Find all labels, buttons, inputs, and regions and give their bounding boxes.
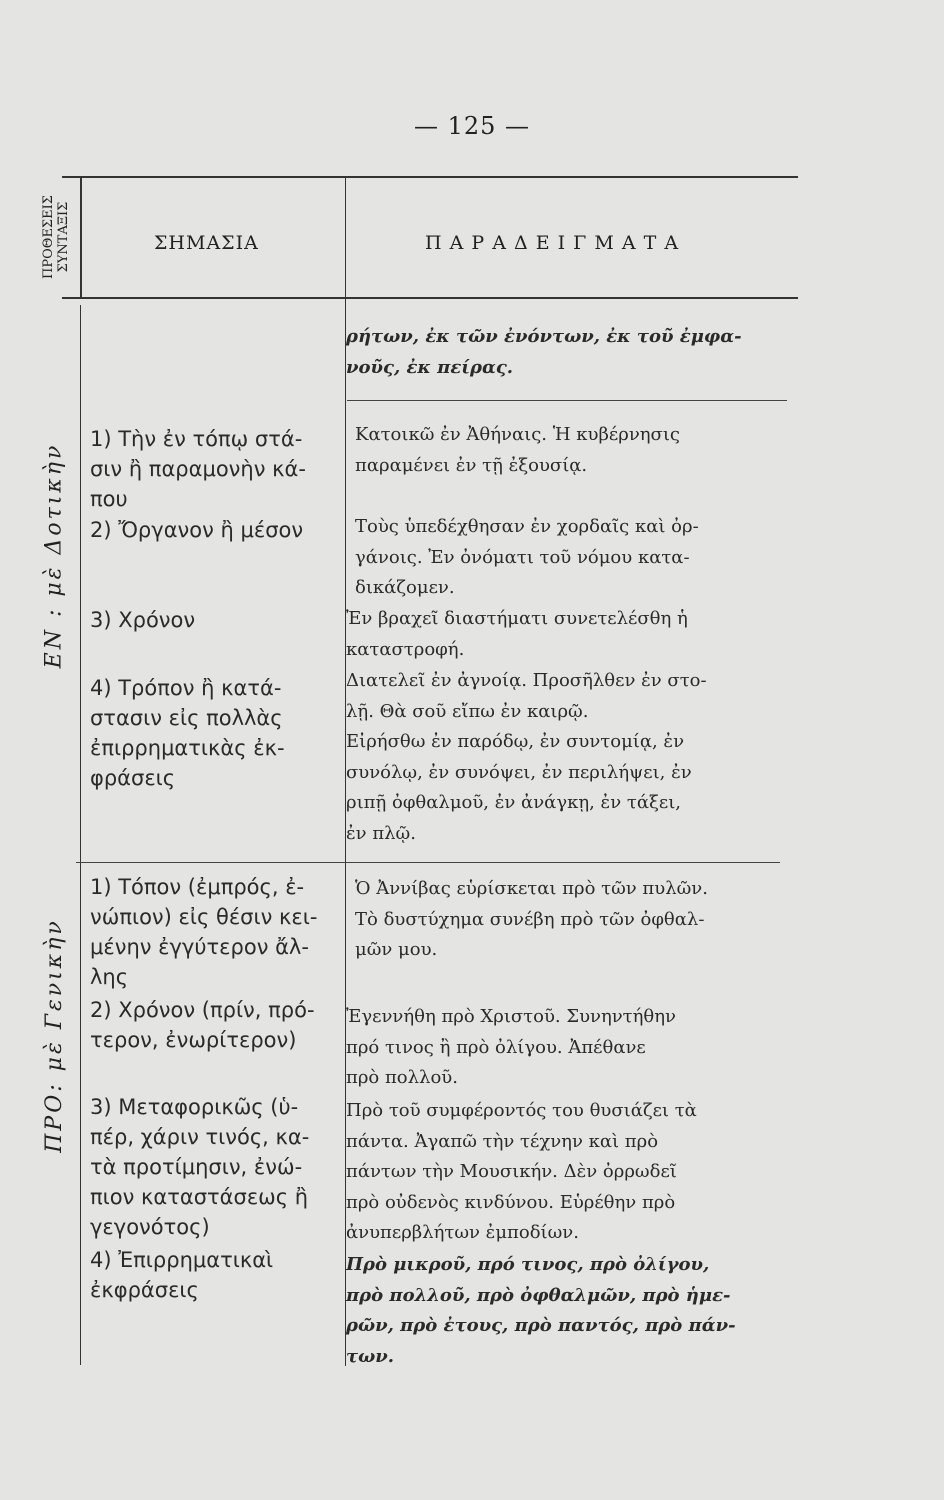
en-example-3: Ἐν βραχεῖ διαστήματι συνετελέσθη ἡ καταστροφή.	[346, 608, 688, 660]
pro-meaning-1: 1) Τόπον (ἐμπρός, ἐ- νώπιον) εἰς θέσιν κει- μένην ἐγγύτερον ἄλ- λης	[90, 875, 318, 989]
en-example-4: Διατελεῖ ἐν ἀγνοίᾳ. Προσῆλθεν ἐν στο- λῇ. Θὰ σοῦ εἴπω ἐν καιρῷ. Εἰρήσθω ἐν παρόδῳ, ἐν συντομίᾳ, ἐν συνόλῳ, ἐν συνόψει, ἐν περιλήψει, ἐν ριπῇ ὀφθαλμοῦ, ἐν ἀνάγκῃ, ἐν τάξει, ἐν πλῷ.	[346, 670, 707, 844]
column-header-examples: Π Α Ρ Α Δ Ε Ι Γ Μ Α Τ Α	[425, 232, 680, 254]
pro-example-1: Ὁ Ἀννίβας εὑρίσκεται πρὸ τῶν πυλῶν. Τὸ δυστύχημα συνέβη πρὸ τῶν ὀφθαλ- μῶν μου.	[355, 878, 708, 960]
section-pro-caption: ΠΡΟ: μὲ Γενικὴν	[41, 917, 67, 1153]
header-side-label: ΠΡΟΘΕΣΕΙΣ ΣΥΝΤΑΞΙΣ	[41, 195, 71, 279]
pro-meaning-3: 3) Μεταφορικῶς (ὑ- πέρ, χάριν τινός, κα- τὰ προτίμησιν, ἐνώ- πιον καταστάσεως ἢ γεγονότος)	[90, 1095, 310, 1239]
pro-example-2: Ἐγεννήθη πρὸ Χριστοῦ. Συνηντήθην πρό τινος ἢ πρὸ ὀλίγου. Ἀπέθανε πρὸ πολλοῦ.	[346, 1006, 676, 1088]
pro-example-4: Πρὸ μικροῦ, πρό τινος, πρὸ ὀλίγου, πρὸ πολλοῦ, πρὸ ὀφθαλμῶν, πρὸ ἡμε- ρῶν, πρὸ ἐτους, πρὸ παντός, πρὸ πάν- των.	[346, 1254, 736, 1367]
continuation-text: ρήτων, ἐκ τῶν ἐνόντων, ἐκ τοῦ ἐμφα- νοῦς, ἐκ πείρας.	[346, 326, 742, 378]
page-number: — 125 —	[413, 112, 531, 140]
header-bottom-rule	[62, 297, 798, 299]
top-rule	[62, 176, 798, 178]
en-example-2: Τοὺς ὑπεδέχθησαν ἐν χορδαῖς καὶ ὀρ- γάνοις. Ἐν ὀνόματι τοῦ νόμου κατα- δικάζομεν.	[355, 516, 699, 598]
en-meaning-4: 4) Τρόπον ἢ κατά- στασιν εἰς πολλὰς ἐπιρρηματικὰς ἐκ- φράσεις	[90, 676, 285, 790]
en-meaning-2: 2) Ὄργανον ἢ μέσον	[90, 518, 304, 542]
en-meaning-3: 3) Χρόνον	[90, 608, 196, 632]
row-rule-1	[347, 400, 787, 401]
col-divider-1	[80, 305, 81, 1365]
en-example-1: Κατοικῶ ἐν Ἀθήναις. Ἡ κυβέρνησις παραμένει ἐν τῇ ἐξουσίᾳ.	[355, 424, 680, 476]
pro-meaning-2: 2) Χρόνον (πρίν, πρό- τερον, ἐνωρίτερον)	[90, 998, 315, 1052]
column-header-meaning: ΣΗΜΑΣΙΑ	[154, 232, 259, 254]
en-meaning-1: 1) Τὴν ἐν τόπῳ στά- σιν ἢ παραμονὴν κά- που	[90, 427, 306, 511]
pro-example-3: Πρὸ τοῦ συμφέροντός του θυσιάζει τὰ πάντα. Ἀγαπῶ τὴν τέχνην καὶ πρὸ πάντων τὴν Μουσικήν. Δὲν ὀρρωδεῖ πρὸ οὐδενὸς κινδύνου. Εὑρέθην πρὸ ἀνυπερβλήτων ἐμποδίων.	[346, 1100, 697, 1243]
section-rule	[76, 862, 780, 863]
section-en-caption: ΕΝ : μὲ Δοτικὴν	[41, 442, 67, 668]
pro-meaning-4: 4) Ἐπιρρηματικαὶ ἐκφράσεις	[90, 1248, 274, 1302]
